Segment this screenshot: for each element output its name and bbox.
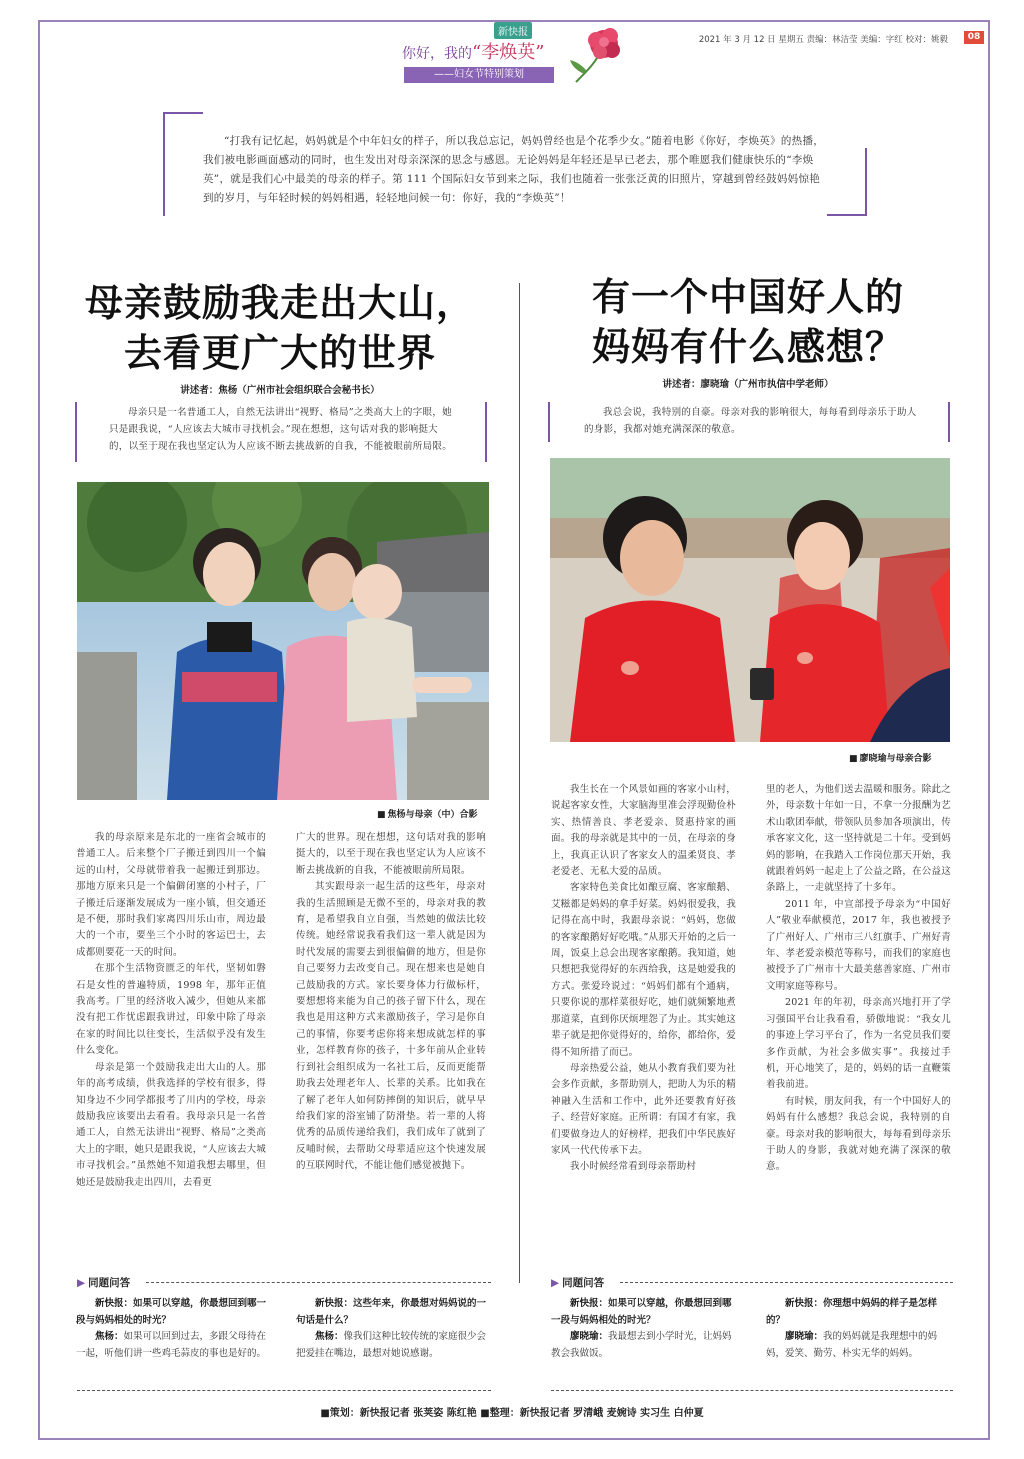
right-photo-caption: ■ 廖晓瑜与母亲合影 — [849, 751, 932, 764]
play-triangle-icon: ▶ — [551, 1277, 560, 1289]
right-qa-heading: ▶ 同题问答 — [551, 1277, 605, 1289]
right-qa-bottom-divider — [551, 1390, 953, 1391]
left-qa-heading: ▶ 同题问答 — [77, 1277, 131, 1289]
right-column-1: 我生长在一个风景如画的客家小山村，说起客家女性，大家脑海里准会浮现勤俭朴实、热情善良、孝老爱亲、贤惠持家的画面。我的母亲就是其中的一员，在母亲的身上，我真正认识了客家女人的温柔贤良、孝老爱老、无私大爱的品质。 客家特色美食比如酿豆腐、客家酿鹅、艾糍都是妈妈的拿手好菜。妈妈很爱我，我记得在高中时，我跟母亲说：“妈妈，您做的客家酿鹅好好吃哦。”从那天开始的之后一周，饭桌上总会出现客家酿鹅。我知道，她只想把我觉得好的东西给我，这是她爱我的方式。张爱玲说过：“妈妈们都有个通病，只要你说的那样菜很好吃，她们就频繁地煮那道菜，直到你厌烦埋怨了为止。其实她这辈子就是把你觉得好的，给你，都给你，爱得不知所措了而已。 母亲热爱公益，她从小教育我们要为社会多作贡献，多帮助别人，把助人为乐的精神融入生活和工作中，此外还要教育好孩子、经营好家庭。正所谓：有国才有家，我们要做身边人的好榜样，把我们中华民族好家风一代代传承下去。 我小时候经常看到母亲帮助村 — [551, 784, 736, 1173]
play-triangle-icon: ▶ — [77, 1277, 86, 1289]
section-subtitle: ——妇女节特别策划 — [404, 67, 554, 83]
left-qa-divider — [146, 1282, 491, 1283]
right-qa-2: 新快报：你理想中妈妈的样子是怎样的？ 廖晓瑜：我的妈妈就是我理想中的妈妈，爱笑、勤劳、朴实无华的妈妈。 — [766, 1298, 938, 1359]
page-number-badge: 08 — [964, 31, 984, 44]
left-lede-text: 母亲只是一名普通工人，自然无法讲出“视野、格局”之类高大上的字眼，她只是跟我说，“人应该去大城市寻找机会。”现在想想，这句话对我的影响挺大的，以至于现在我也坚定认为人应该不断去挑战新的自我，不能被眼前所局限。 — [109, 407, 453, 452]
right-qa-1: 新快报：如果可以穿越，你最想回到哪一段与妈妈相处的时光？ 廖晓瑜：我最想去到小学时光，让妈妈教会我做饭。 — [551, 1298, 732, 1359]
newspaper-tag: 新快报 — [494, 22, 532, 39]
left-column-1: 我的母亲原来是东北的一座省会城市的普通工人。后来整个厂子搬迁到四川一个偏远的山村，父母就带着我一起搬迁到那边。那地方原来只是一个偏僻闭塞的小村子，厂子搬迁后逐渐发展成为一座小镇，但交通还是不便，那时我们家离四川乐山市，周边最大的一个市，要坐三个小时的客运巴士，去成都则要花一天的时间。 在那个生活物资匮乏的年代，坚韧如磐石是女性的普遍特质，1998 年，那年正值我高考。厂里的经济收入减少，但她从来都没有把工作忧虑跟我讲过，印象中除了母亲在家的时间比以往变长，生活似乎没有发生什么变化。 母亲是第一个鼓励我走出大山的人。那年的高考成绩，供我选择的学校有很多，得知身边不少同学都报考了川内的学校，母亲鼓励我应该要出去看看。我母亲只是一名普通工人，自然无法讲出“视野、格局”之类高大上的字眼，她只是跟我说，“人应该去大城市寻找机会。”虽然她不知道我想去哪里，但她还是鼓励我走出四川，去看更 — [76, 832, 266, 1188]
left-qa-bottom-divider — [77, 1390, 491, 1391]
left-qa-2: 新快报：这些年来，你最想对妈妈说的一句话是什么？ 焦杨：像我们这种比较传统的家庭很少会把爱挂在嘴边，最想对她说感谢。 — [296, 1298, 487, 1359]
left-byline: 讲述者：焦杨（广州市社会组织联合会秘书长） — [180, 385, 380, 396]
left-photo-caption: ■ 焦杨与母亲（中）合影 — [377, 807, 478, 820]
carnation-flower-icon — [566, 22, 628, 84]
right-headline: 有一个中国好人的 妈妈有什么感想？ — [591, 274, 904, 369]
intro-box — [163, 112, 867, 216]
right-column-2: 里的老人，为他们送去温暖和服务。除此之外，母亲数十年如一日，不拿一分报酬为艺术山歌团奉献，带领队员参加各项演出，传承客家文化，这一坚持就是二十年。受到妈妈的影响，在我踏入工作岗位那天开始，我就跟着妈妈一起走上了公益之路，在公益这条路上，一走就坚持了十多年。 2011 年，中宣部授予母亲为“中国好人”敬业奉献模范，2017 年，我也被授予了广州好人、广州市三八红旗手、广州好青年、孝老爱亲模范等称号，而我们的家庭也被授予了广州市十大最美慈善家庭、广州市文明家庭等称号。 2021 年的年初，母亲高兴地打开了学习强国平台让我看看，骄傲地说：“我女儿的事迹上学习平台了，作为一名党员我们要多作贡献，为社会多做实事”。我接过手机，开心地笑了，是的，妈妈的话一直鞭策着我前进。 有时候，朋友问我，有一个中国好人的妈妈有什么感想？我总会说，我特别的自豪。母亲对我的影响很大，每每看到母亲乐于助人的身影，我就对她充满了深深的敬意。 — [766, 784, 951, 1173]
left-headline: 母亲鼓励我走出大山， 去看更广大的世界 — [84, 280, 475, 375]
column-divider — [519, 283, 520, 1283]
right-photo — [550, 458, 950, 742]
left-qa-1: 新快报：如果可以穿越，你最想回到哪一段与妈妈相处的时光？ 焦杨：如果可以回到过去，多跟父母待在一起，听他们讲一些鸡毛蒜皮的事也是好的。 — [76, 1298, 267, 1359]
right-byline: 讲述者：廖晓瑜（广州市执信中学老师） — [662, 379, 834, 390]
left-lede-box — [75, 402, 487, 462]
section-title-name: “李焕英” — [472, 42, 545, 63]
left-column-2: 广大的世界。现在想想，这句话对我的影响挺大的，以至于现在我也坚定认为人应该不断去挑战新的自我，不能被眼前所局限。 其实跟母亲一起生活的这些年，母亲对我的生活照顾是无微不至的，母亲对我的教育，是希望我自立自强，当然她的做法比较传统。她经常说我看我们这一辈人就是因为时代发展的需要去到很偏僻的地方，但是你自己要努力去改变自己。现在想来也是她自己鼓励我的方式。家长要身体力行做标杆，要想想将来能为自己的孩子留下什么，现在我也是用这种方式来激励孩子，学习是你自己的事情，你要考虑你将来想成就怎样的事业，怎样教育你的孩子，十多年前从企业转行到社会组织成为一名社工后，反而更能帮助我去处理老年人、长辈的关系。比如我在了解了老年人如何防摔倒的知识后，就早早给我们家的浴室铺了防滑垫。若一辈的人将优秀的品质传递给我们，我们成年了就到了反哺时候，去帮助父母辈适应这个快速发展的互联网时代，不能让他们感觉被抛下。 — [296, 832, 486, 1172]
dateline: 2021 年 3 月 12 日 星期五 责编：林洁莹 美编：字红 校对：姚毅 — [698, 35, 948, 45]
section-title: 你好，我的“李焕英” — [402, 42, 545, 63]
right-lede-text: 我总会说，我特别的自豪。母亲对我的影响很大，每每看到母亲乐于助人的身影，我都对她充满深深的敬意。 — [584, 407, 917, 435]
right-qa-divider — [620, 1282, 953, 1283]
right-lede-box — [548, 402, 950, 442]
intro-text: “打我有记忆起，妈妈就是个中年妇女的样子，所以我总忘记，妈妈曾经也是个花季少女。”随着电影《你好，李焕英》的热播，我们被电影画面感动的同时，也生发出对母亲深深的思念与感恩。无论妈妈是年轻还是早已老去，那个唯愿我们健康快乐的“李焕英”，就是我们心中最美的母亲的样子。第 111 个国际妇女节到来之际，我们也随着一张张泛黄的旧照片，穿越到曾经鼓妈妈惊艳到的岁月，与年轻时候的妈妈相遇，轻轻地问候一句：你好，我的“李焕英”！ — [203, 135, 825, 204]
footer-credits: ■策划：新快报记者 张荚姿 陈红艳 ■整理：新快报记者 罗清峨 麦婉诗 实习生 白仲夏 — [320, 1408, 704, 1419]
left-photo — [77, 482, 489, 800]
